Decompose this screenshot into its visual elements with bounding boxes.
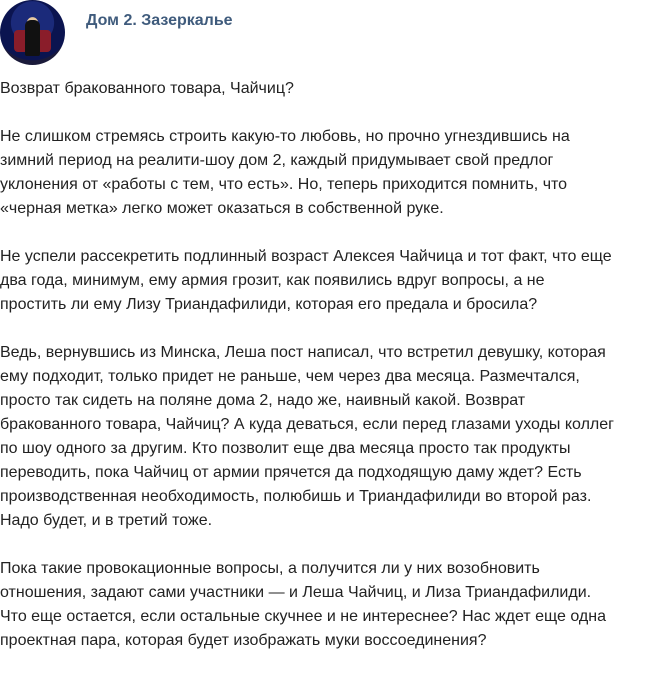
community-name-link[interactable]: Дом 2. Зазеркалье bbox=[86, 12, 233, 29]
post-paragraph: Ведь, вернувшись из Минска, Леша пост написал, что встретил девушку, которая ему подходит, только придет не раньше, чем через два месяца. Размечтался, просто так сидеть на поляне дома 2, надо же, наивный какой. Возврат бракованного товара, Чайчиц? А куда деваться, если перед глазами уходы коллег по шоу одного за другим. Кто позволит еще два месяца просто так продукты переводить, пока Чайчиц от армии прячется да подходящую даму ждет? Есть производственная необходимость, полюбишь и Триандафилиди во второй раз. Надо будет, и в третий тоже. bbox=[0, 344, 614, 529]
post-paragraph: Пока такие провокационные вопросы, а получится ли у них возобновить отношения, задают сами участники — и Леша Чайчиц, и Лиза Триандафилиди. Что еще остается, если остальные скучнее и не интереснее? Нас ждет еще одна проектная пара, которая будет изображать муки воссоединения? bbox=[0, 560, 606, 649]
post-headline: Возврат бракованного товара, Чайчиц? bbox=[0, 80, 294, 97]
post-paragraph: Не слишком стремясь строить какую-то любовь, но прочно угнездившись на зимний период на реалити-шоу дом 2, каждый придумывает свой предлог уклонения от «работы с тем, что есть». Но, теперь приходится помнить, что «черная метка» легко может оказаться в собственной руке. bbox=[0, 128, 570, 217]
post-paragraph: Не успели рассекретить подлинный возраст Алексея Чайчица и тот факт, что еще два года, минимум, ему армия грозит, как появились вдруг вопросы, а не простить ли ему Лизу Триандафилиди, которая его предала и бросила? bbox=[0, 248, 612, 313]
post-body bbox=[0, 77, 660, 677]
avatar-image-person bbox=[25, 20, 40, 56]
community-avatar[interactable] bbox=[0, 0, 65, 65]
